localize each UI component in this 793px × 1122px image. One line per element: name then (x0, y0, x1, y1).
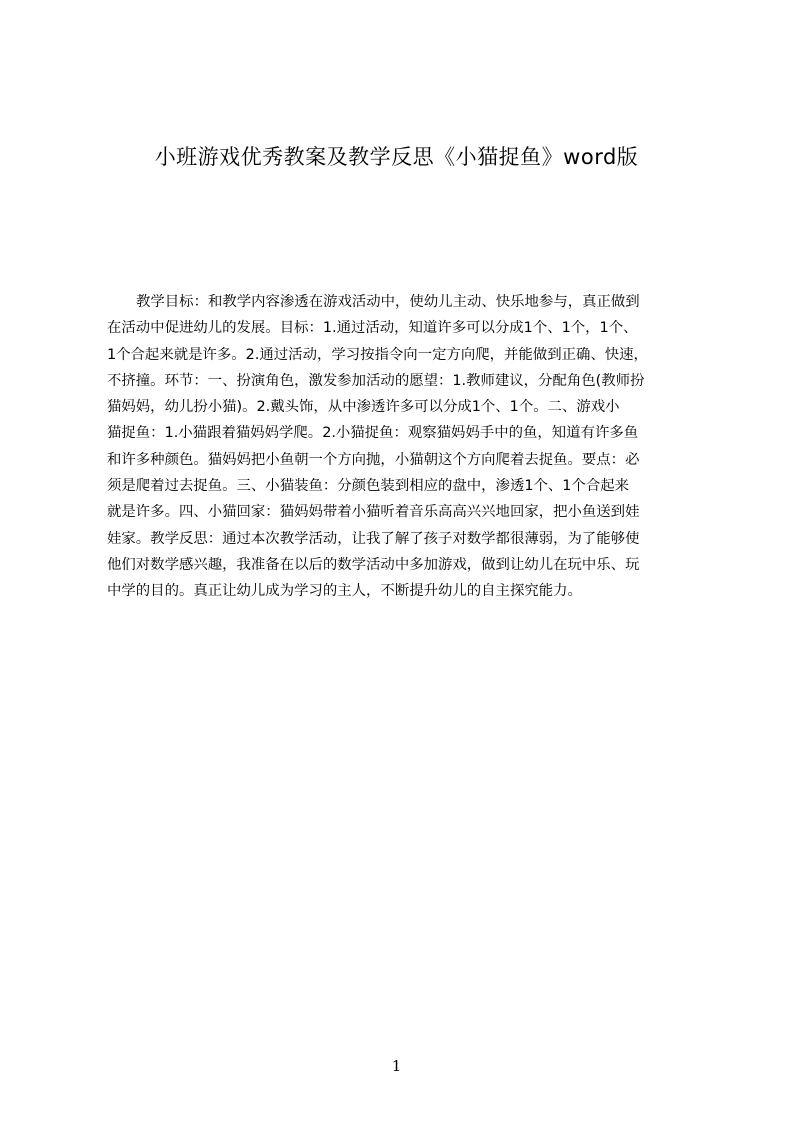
paragraph-line: 猫妈妈，幼儿扮小猫)。2.戴头饰，从中渗透许多可以分成1个、1个。二、游戏小 (107, 399, 620, 416)
document-title: 小班游戏优秀教案及教学反思《小猫捉鱼》word版 (154, 145, 639, 169)
body-paragraph (107, 289, 697, 605)
paragraph-line: 娃家。教学反思：通过本次教学活动，让我了解了孩子对数学都很薄弱，为了能够使 (107, 530, 640, 547)
paragraph-line: 和许多种颜色。猫妈妈把小鱼朝一个方向抛，小猫朝这个方向爬着去捉鱼。要点：必 (107, 451, 640, 468)
paragraph-line: 他们对数学感兴趣，我准备在以后的数学活动中多加游戏，做到让幼儿在玩中乐、玩 (107, 556, 640, 573)
paragraph-line: 猫捉鱼：1.小猫跟着猫妈妈学爬。2.小猫捉鱼：观察猫妈妈手中的鱼，知道有许多鱼 (107, 425, 639, 442)
paragraph-line: 中学的目的。真正让幼儿成为学习的主人，不断提升幼儿的自主探究能力。 (107, 583, 582, 600)
paragraph-line: 教学目标：和教学内容渗透在游戏活动中，使幼儿主动、快乐地参与，真正做到 (136, 294, 640, 310)
paragraph-line: 不挤撞。环节：一、扮演角色，激发参加活动的愿望：1.教师建议，分配角色(教师扮 (107, 372, 645, 389)
page-number: 1 (391, 1057, 402, 1075)
paragraph-line: 就是许多。四、小猫回家：猫妈妈带着小猫听着音乐高高兴兴地回家，把小鱼送到娃 (107, 504, 640, 521)
paragraph-line: 须是爬着过去捉鱼。三、小猫装鱼：分颜色装到相应的盘中，渗透1个、1个合起来 (107, 478, 629, 495)
paragraph-line: 1个合起来就是许多。2.通过活动，学习按指令向一定方向爬，并能做到正确、快速， (107, 346, 648, 363)
paragraph-line: 在活动中促进幼儿的发展。目标：1.通过活动，知道许多可以分成1个、1个，1个、 (107, 320, 638, 337)
